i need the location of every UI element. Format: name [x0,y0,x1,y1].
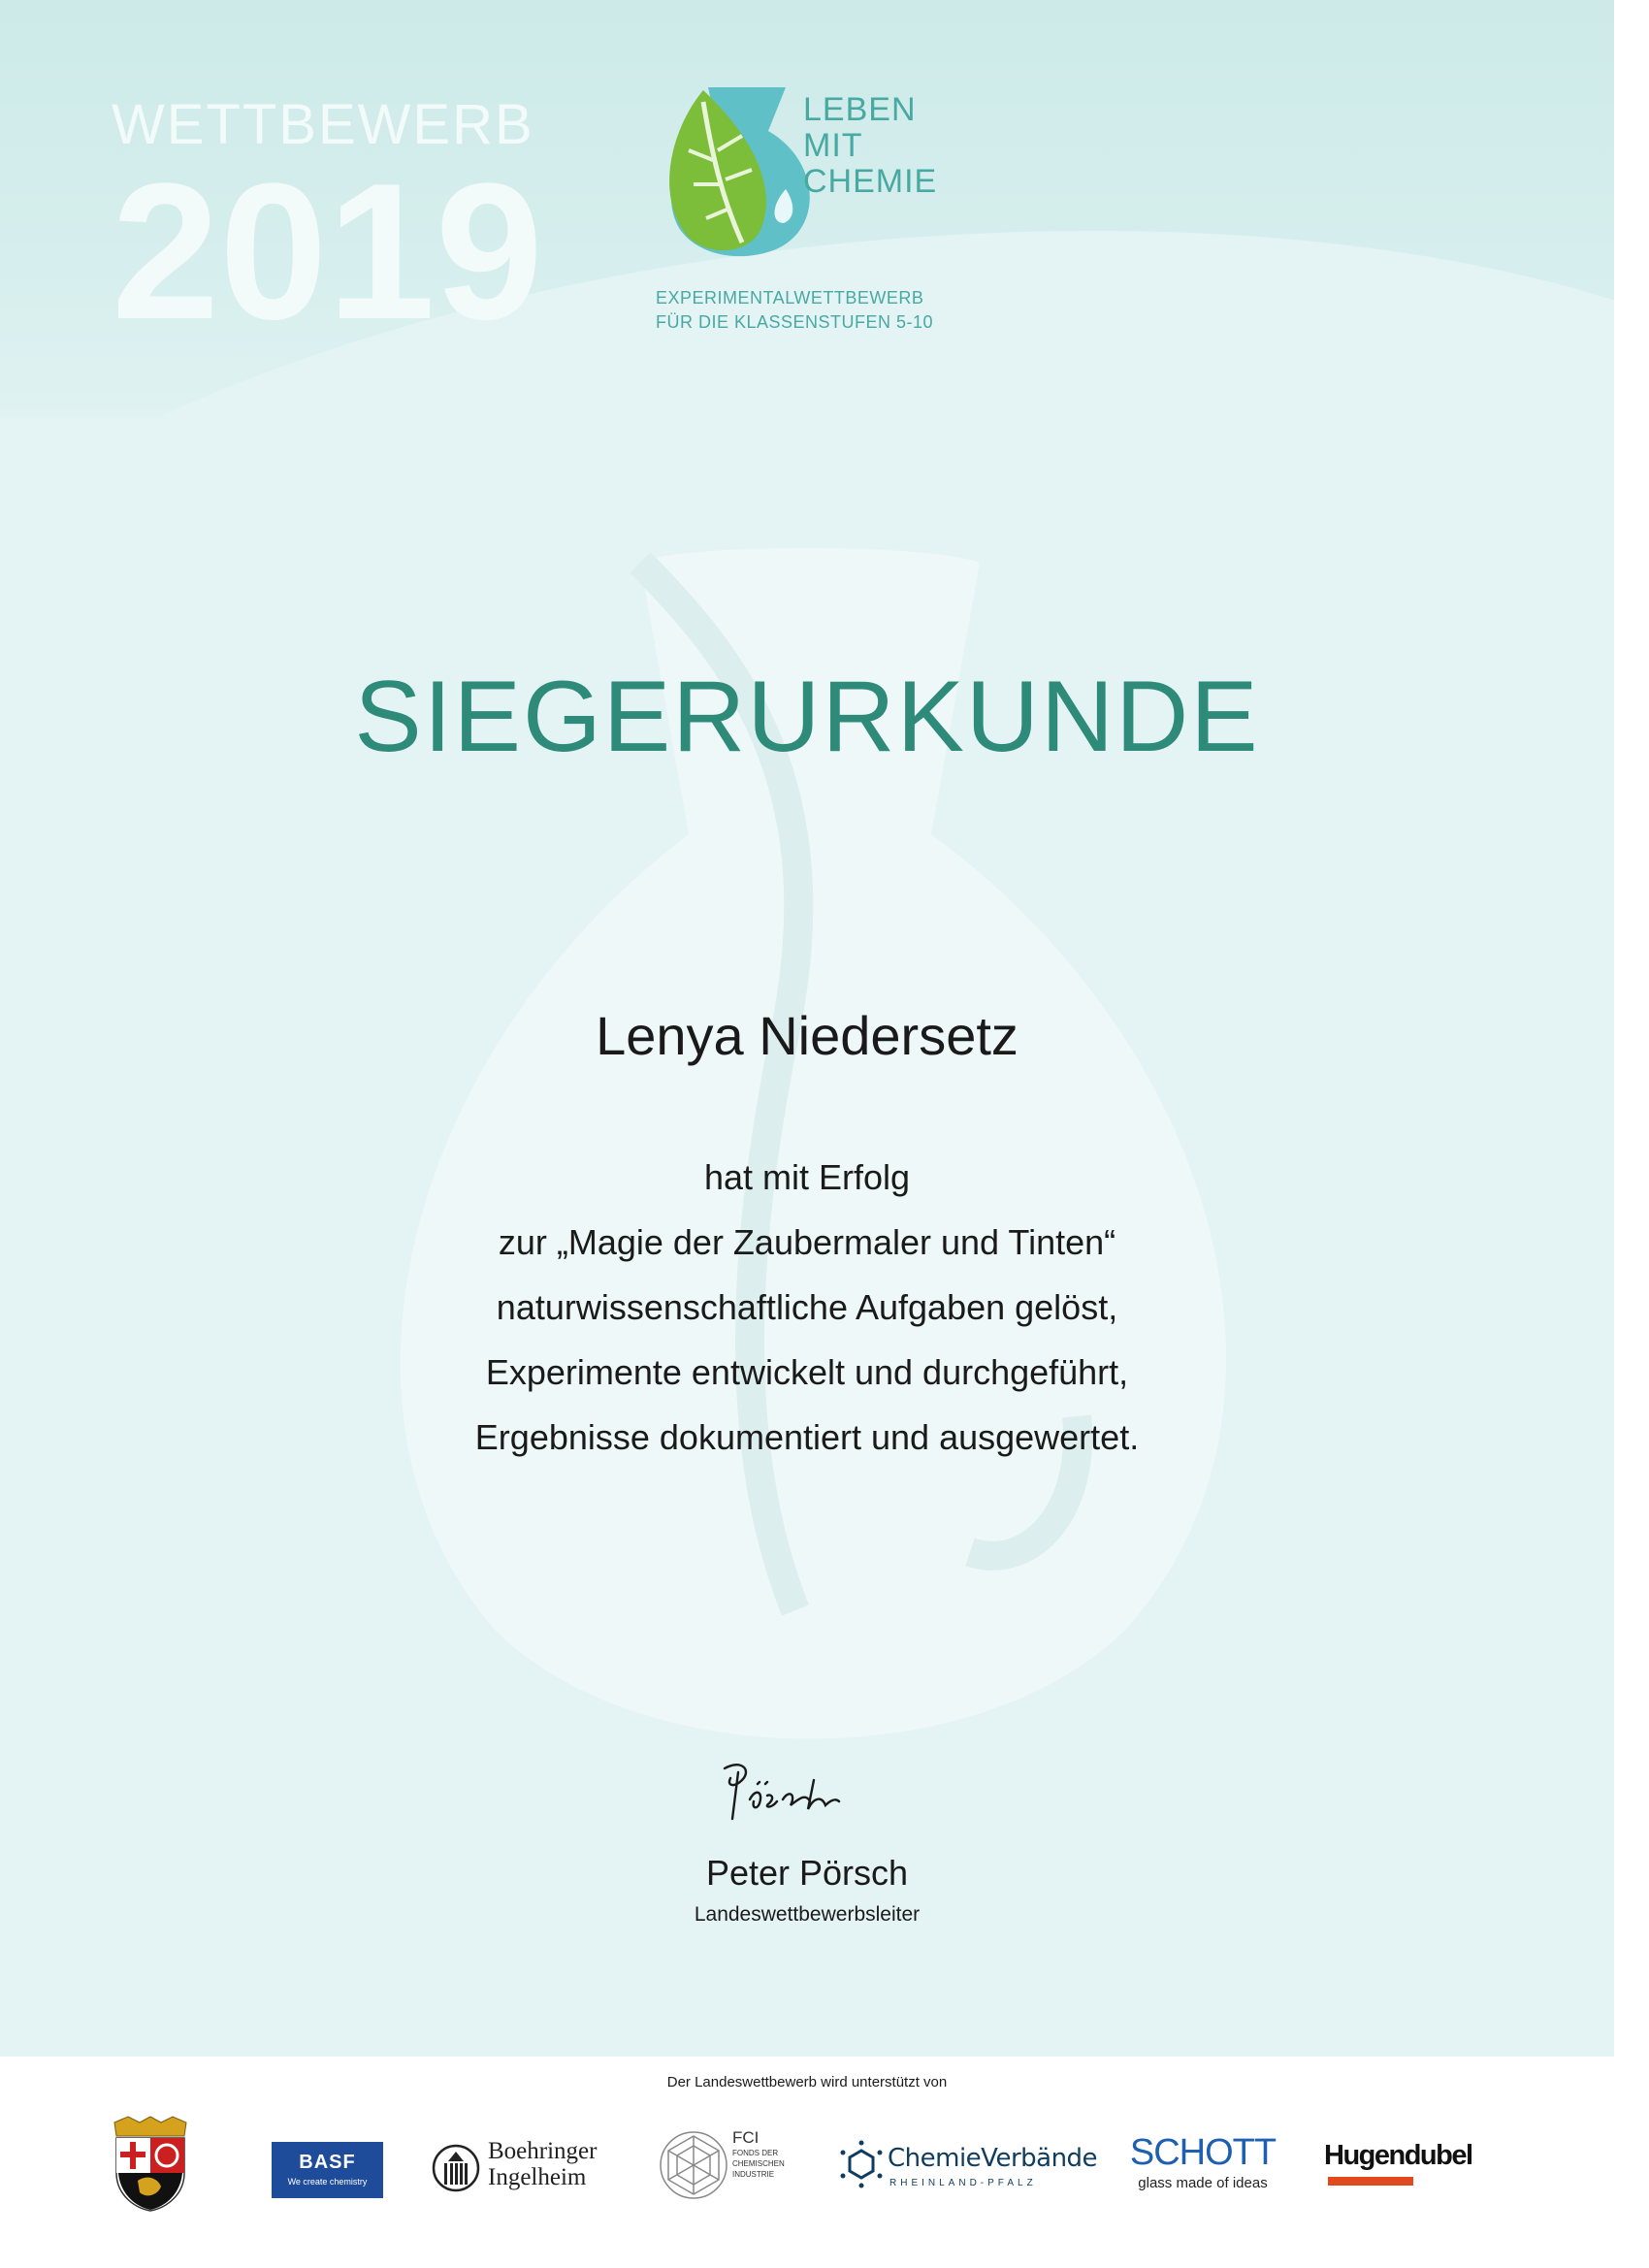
logo-subtitle-line: EXPERIMENTALWETTBEWERB [656,288,924,308]
hexagon-icon [839,2139,884,2189]
logo-line: LEBEN [803,91,917,128]
fci-subtitle [732,2148,785,2180]
schott-tagline: glass made of ideas [1138,2175,1268,2191]
fci-logo [655,2115,795,2212]
sponsor-logos [107,2115,1523,2212]
fci-line: FONDS DER [732,2149,779,2157]
schott-logo [1120,2115,1285,2212]
boehringer-building-icon [432,2144,480,2192]
flask-logo-icon [660,82,820,257]
certificate-body [0,1145,1614,1470]
logo-subtitle [656,286,933,335]
signer-name: Peter Pörsch [705,1853,909,1893]
body-line: hat mit Erfolg [703,1157,911,1197]
logo-line: MIT [803,127,863,164]
schott-name: SCHOTT [1129,2132,1277,2173]
recipient-name: Lenya Niedersetz [596,1005,1018,1066]
coat-of-arms-icon [107,2115,194,2212]
body-line: naturwissenschaftliche Aufgaben gelöst, [496,1287,1118,1327]
sponsor-note: Der Landeswettbewerb wird unterstützt von [666,2074,948,2090]
competition-label: WETTBEWERB [112,93,534,156]
hugendubel-name: Hugendubel [1324,2140,1472,2171]
chemieverbaende-logo [839,2115,1098,2212]
hugendubel-logo [1324,2115,1499,2212]
boehringer-logo [432,2115,616,2212]
body-line: Experimente entwickelt und durchgeführt, [485,1352,1129,1392]
hugendubel-bar [1328,2177,1413,2186]
chemieverbaende-region: RHEINLAND-PFALZ [889,2178,1037,2188]
chemieverbaende-name: ChemieVerbände [888,2144,1098,2173]
basf-logo [272,2142,383,2198]
logo-text [803,92,937,200]
boehringer-line: Ingelheim [488,2164,587,2190]
basf-name: BASF [299,2152,356,2173]
fci-name: FCI [732,2128,760,2147]
signer-role: Landeswettbewerbsleiter [694,1903,921,1926]
boehringer-text [488,2138,597,2190]
fci-molecule-icon [655,2126,732,2204]
scan-margin [1614,0,1649,2268]
boehringer-line: Boehringer [488,2138,598,2164]
basf-tagline: We create chemistry [287,2177,368,2187]
certificate-title: SIEGERURKUNDE [354,661,1260,773]
body-line: Ergebnisse dokumentiert und ausgewertet. [474,1417,1140,1457]
competition-year: 2019 [112,144,543,360]
fci-line: CHEMISCHEN [732,2159,785,2168]
body-line: zur „Magie der Zaubermaler und Tinten“ [498,1222,1116,1262]
handwritten-signature [713,1751,868,1829]
logo-line: CHEMIE [803,163,938,200]
fci-line: INDUSTRIE [732,2170,775,2179]
logo-subtitle-line: FÜR DIE KLASSENSTUFEN 5-10 [656,312,934,332]
